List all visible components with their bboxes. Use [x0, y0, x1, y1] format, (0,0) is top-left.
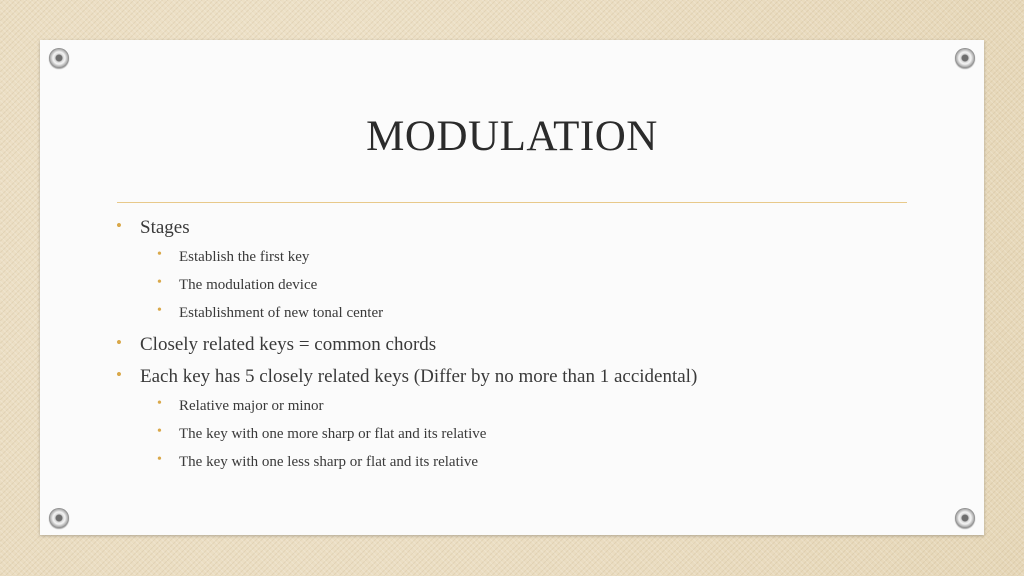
sub-bullet-item: [157, 396, 324, 415]
sub-bullet-item: [157, 424, 487, 443]
bullet-text: Each key has 5 closely related keys (Differ by no more than 1 accidental): [140, 366, 698, 387]
bullet-text: The modulation device: [179, 277, 318, 293]
bullet-list: [40, 40, 984, 535]
bullet-text: The key with one more sharp or flat and its relative: [179, 426, 487, 442]
bullet-text: Closely related keys = common chords: [140, 334, 437, 355]
bullet-icon: •: [157, 275, 162, 290]
bullet-icon: •: [116, 365, 122, 384]
slide-title: MODULATION: [366, 113, 658, 160]
bullet-icon: •: [157, 452, 162, 467]
bullet-text: Relative major or minor: [179, 398, 324, 414]
bullet-icon: •: [157, 424, 162, 439]
bullet-text: The key with one less sharp or flat and its relative: [179, 454, 479, 470]
sub-bullet-item: [157, 247, 310, 266]
bullet-icon: •: [157, 247, 162, 262]
bullet-item: [116, 365, 698, 388]
sub-bullet-item: [157, 303, 384, 322]
sub-bullet-item: [157, 275, 318, 294]
bullet-item: [116, 333, 437, 356]
bullet-text: Establish the first key: [179, 249, 310, 265]
bullet-text: Stages: [140, 217, 190, 238]
bullet-text: Establishment of new tonal center: [179, 305, 384, 321]
bullet-icon: •: [116, 216, 122, 235]
bullet-icon: •: [116, 333, 122, 352]
slide-card: [40, 40, 984, 535]
sub-bullet-item: [157, 452, 479, 471]
bullet-icon: •: [157, 303, 162, 318]
bullet-icon: •: [157, 396, 162, 411]
bullet-item: [116, 216, 190, 239]
